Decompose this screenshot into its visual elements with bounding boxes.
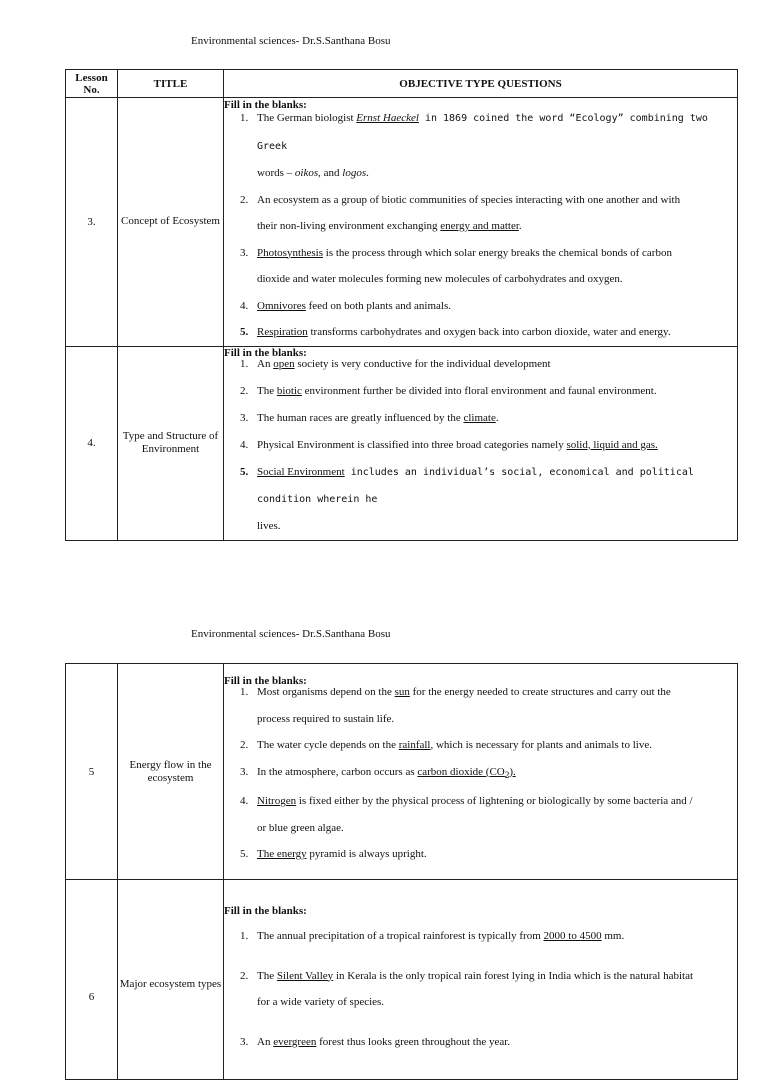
question-number: 2.: [240, 969, 249, 982]
answer-blank: open: [273, 357, 295, 370]
lesson-number: 4.: [66, 346, 118, 540]
answer-blank: Respiration: [257, 326, 308, 338]
list-item: 1. The German biologist Ernst Haeckel in 1869 coined the word “Ecology” combining two Greek words – oikos, and logos.: [224, 105, 737, 187]
lesson-title: Concept of Ecosystem: [118, 98, 224, 347]
list-item: 2. An ecosystem as a group of biotic communities of species interacting with one another and with their non-living environment exchanging energy and matter.: [224, 187, 737, 240]
objective-questions-table-2: [65, 663, 738, 1080]
answer-blank: 2000 to 4500: [543, 930, 602, 942]
question-number: 4.: [240, 299, 249, 312]
lesson-title: Major ecosystem types: [118, 880, 224, 1080]
answer-blank: Photosynthesis: [257, 246, 324, 259]
question-list: [224, 105, 737, 346]
fill-in-blanks-label: Fill in the blanks:: [224, 346, 307, 359]
lesson-number: 6: [66, 880, 118, 1080]
answer-blank: Nitrogen: [257, 795, 297, 808]
list-item: 3. Photosynthesis is the process through which solar energy breaks the chemical bonds of carbon dioxide and water molecules forming new molecules of carbohydrates and oxygen.: [224, 240, 737, 293]
lesson-number: 3.: [66, 98, 118, 347]
answer-blank: rainfall: [398, 739, 431, 752]
question-number: 2.: [240, 193, 249, 206]
answer-blank: biotic: [276, 384, 302, 397]
list-item: 4. Omnivores feed on both plants and animals.: [224, 293, 737, 320]
list-item: 3. An evergreen forest thus looks green throughout the year.: [224, 1029, 737, 1056]
answer-blank: Social Environment: [257, 465, 345, 478]
questions-cell: [224, 664, 738, 880]
answer-blank: evergreen: [273, 1035, 317, 1048]
answer-blank: energy and matter: [440, 220, 519, 232]
table-row: [66, 664, 738, 880]
question-number: 1.: [240, 930, 249, 942]
list-item: 1. An open society is very conductive for the individual development: [224, 351, 737, 378]
answer-blank: Omnivores: [257, 299, 306, 312]
questions-cell: [224, 880, 738, 1080]
answer-blank: Silent Valley: [276, 969, 334, 982]
list-item: 2. The biotic environment further be divided into floral environment and faunal environment.: [224, 378, 737, 405]
list-item: 3. The human races are greatly influenced by the climate.: [224, 405, 737, 432]
lesson-number: 5: [66, 664, 118, 880]
lesson-title: Type and Structure of Environment: [118, 346, 224, 540]
table-row: [66, 98, 738, 347]
list-item: 2. The Silent Valley in Kerala is the only tropical rain forest lying in India which is the natural habitat for a wide variety of species.: [224, 963, 737, 1016]
question-number: 3.: [240, 765, 249, 778]
answer-blank: Ernst Haeckel: [356, 112, 419, 124]
question-number: 1.: [240, 686, 249, 699]
questions-cell: [224, 98, 738, 347]
list-item: 1. The annual precipitation of a tropical rainforest is typically from 2000 to 4500 mm.: [224, 923, 737, 950]
question-number: 2.: [240, 384, 249, 397]
page-header: Environmental sciences- Dr.S.Santhana Bosu: [191, 628, 391, 640]
answer-blank: carbon dioxide $(CO_2)$.: [417, 765, 516, 780]
answer-blank: solid, liquid and gas.: [566, 438, 658, 451]
question-number: 4.: [240, 795, 249, 808]
list-item: 2. The water cycle depends on the rainfall, which is necessary for plants and animals to live.: [224, 732, 737, 759]
question-number: 2.: [240, 739, 249, 752]
question-list: [224, 679, 737, 868]
question-number: 3.: [240, 411, 249, 424]
list-item: 4. Nitrogen is fixed either by the physical process of lightening or biologically by some bacteria and / or blue green algae.: [224, 788, 737, 841]
list-item: 1. Most organisms depend on the sun for the energy needed to create structures and carry out the process required to sustain life.: [224, 679, 737, 732]
list-item: 5. Respiration transforms carbohydrates and oxygen back into carbon dioxide, water and energy.: [224, 319, 737, 346]
question-number: 5.: [240, 465, 249, 478]
question-number: 5.: [240, 326, 249, 338]
table-row: [66, 346, 738, 540]
question-list: [224, 351, 737, 540]
table-header-row: [66, 70, 738, 98]
table-row: [66, 880, 738, 1080]
question-number: 4.: [240, 438, 249, 451]
page-header: Environmental sciences- Dr.S.Santhana Bosu: [191, 35, 391, 47]
answer-blank: climate: [463, 411, 496, 424]
question-number: 3.: [240, 246, 249, 259]
fill-in-blanks-label: Fill in the blanks:: [224, 905, 307, 917]
question-list: [224, 923, 737, 1055]
question-number: 1.: [240, 357, 249, 370]
questions-header: OBJECTIVE TYPE QUESTIONS: [224, 70, 738, 98]
fill-in-blanks-label: Fill in the blanks:: [224, 99, 307, 111]
list-item: 4. Physical Environment is classified into three broad categories namely solid, liquid and gas.: [224, 432, 737, 459]
list-item: 5. The energy pyramid is always upright.: [224, 841, 737, 868]
lesson-no-header: Lesson No.: [66, 70, 118, 98]
answer-blank: sun: [394, 686, 410, 699]
question-number: 5.: [240, 848, 249, 861]
list-item: 3. In the atmosphere, carbon occurs as carbon dioxide $(CO_2)$.: [224, 759, 737, 789]
fill-in-blanks-label: Fill in the blanks:: [224, 675, 307, 688]
lesson-title: Energy flow in the ecosystem: [118, 664, 224, 880]
question-number: 3.: [240, 1035, 249, 1048]
question-number: 1.: [240, 112, 249, 124]
title-header: TITLE: [118, 70, 224, 98]
questions-cell: [224, 346, 738, 540]
objective-questions-table-1: [65, 69, 738, 541]
answer-blank: The energy: [257, 848, 307, 861]
list-item: 5. Social Environment includes an individual’s social, economical and political condition wherein he lives.: [224, 459, 737, 540]
